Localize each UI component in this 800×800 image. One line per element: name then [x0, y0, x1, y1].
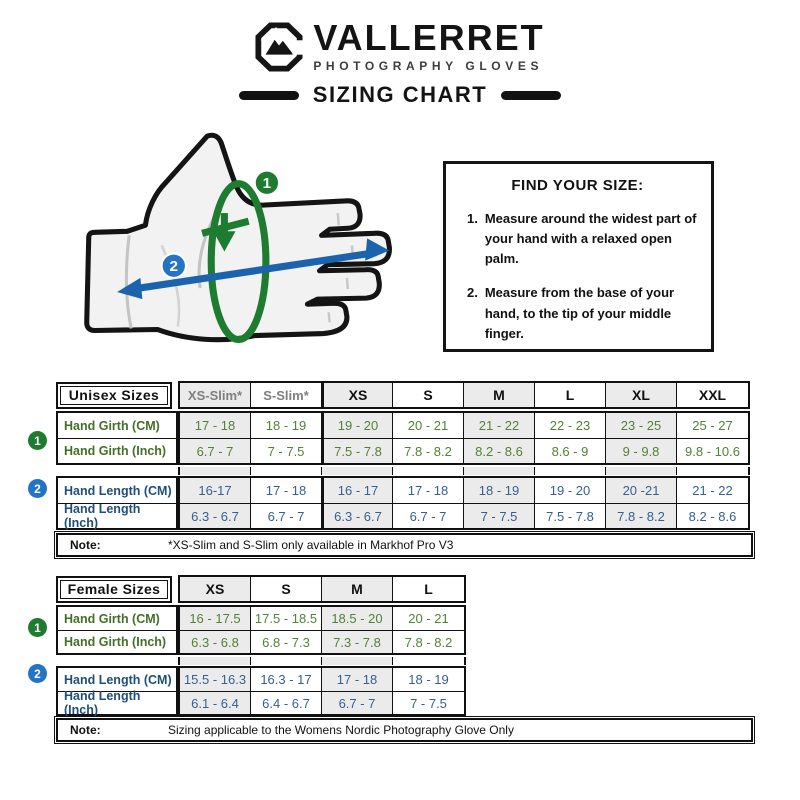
- size-column-header: M: [464, 383, 535, 407]
- step-text: Measure from the base of your hand, to the tip of your middle finger.: [484, 285, 675, 341]
- size-value-cell: 7 - 7.5: [393, 691, 464, 714]
- size-value-cell: 15.5 - 16.3: [180, 668, 251, 691]
- size-value-cell: 7.8 - 8.2: [606, 503, 677, 528]
- size-value-cell: 6.7 - 7: [393, 503, 464, 528]
- title-dash-right: [501, 91, 561, 100]
- row-label: Hand Girth (Inch): [58, 438, 176, 463]
- find-your-size-title: FIND YOUR SIZE:: [511, 177, 644, 194]
- page-title-row: [0, 82, 800, 108]
- size-value-cell: 7.8 - 8.2: [393, 438, 464, 463]
- size-column-header: S: [393, 383, 464, 407]
- size-value-cell: 17 - 18: [251, 478, 322, 503]
- size-value-cell: 21 - 22: [464, 413, 535, 438]
- gap-cell: [535, 467, 606, 475]
- note-text: Sizing applicable to the Womens Nordic Photography Glove Only: [168, 723, 514, 737]
- svg-text:1: 1: [262, 174, 272, 192]
- gap-cell: [322, 657, 393, 665]
- size-value-cell: 9 - 9.8: [606, 438, 677, 463]
- note-text: *XS-Slim and S-Slim only available in Markhof Pro V3: [168, 538, 454, 552]
- female-note: [56, 718, 753, 742]
- size-value-cell: 6.3 - 6.7: [322, 503, 393, 528]
- size-value-cell: 8.6 - 9: [535, 438, 606, 463]
- page-title: SIZING CHART: [312, 82, 488, 107]
- size-value-cell: 6.3 - 6.7: [180, 503, 251, 528]
- size-value-cell: 16-17: [180, 478, 251, 503]
- female-length-marker: 2: [28, 664, 47, 683]
- size-column-header: XXL: [698, 387, 727, 403]
- instruction-step: [454, 209, 701, 269]
- step-number: 1.: [467, 211, 478, 226]
- row-label: Hand Girth (Inch): [58, 630, 176, 653]
- gap-cell: [677, 467, 748, 475]
- size-value-cell: 17 - 18: [180, 413, 251, 438]
- size-column-header: M: [322, 577, 393, 601]
- size-value-cell: 16 - 17: [322, 478, 393, 503]
- size-value-cell: 7.8 - 8.2: [393, 630, 464, 653]
- size-value-cell: 9.8 - 10.6: [677, 438, 748, 463]
- brand-logo: [0, 17, 800, 73]
- size-value-cell: 17.5 - 18.5: [251, 607, 322, 630]
- size-value-cell: 6.7 - 7: [322, 691, 393, 714]
- title-dash-left: [239, 91, 299, 100]
- size-column-header: S: [251, 577, 322, 601]
- table-title: Female Sizes: [60, 580, 168, 599]
- size-value-cell: 16.3 - 17: [251, 668, 322, 691]
- gap-cell: [464, 467, 535, 475]
- size-value-cell: 6.7 - 7: [251, 503, 322, 528]
- hand-outline: [87, 135, 390, 339]
- size-value-cell: 6.7 - 7: [180, 438, 251, 463]
- row-label: Hand Length (CM): [64, 672, 172, 687]
- size-column-header: S-Slim*: [251, 383, 322, 407]
- size-value-cell: 22 - 23: [535, 413, 606, 438]
- size-column-header: L: [535, 383, 606, 407]
- hand-measurement-diagram: [64, 124, 404, 372]
- size-value-cell: 6.8 - 7.3: [251, 630, 322, 653]
- row-label: Hand Length (CM): [64, 483, 172, 498]
- row-label: Hand Girth (CM): [64, 418, 160, 433]
- row-label: Hand Length (Inch): [58, 691, 176, 714]
- brand-wordmark: [313, 17, 545, 73]
- size-value-cell: 18 - 19: [408, 672, 449, 687]
- size-value-cell: 20 -21: [606, 478, 677, 503]
- page-header: [0, 17, 800, 108]
- female-sizes-table: [56, 575, 466, 716]
- size-value-cell: 7.5 - 7.8: [322, 438, 393, 463]
- note-label: Note:: [70, 723, 101, 737]
- row-label: Hand Girth (CM): [64, 611, 160, 626]
- size-value-cell: 6.1 - 6.4: [180, 691, 251, 714]
- unisex-sizes-table: [56, 381, 750, 530]
- size-value-cell: 7 - 7.5: [464, 503, 535, 528]
- brand-name: VALLERRET: [313, 17, 545, 58]
- size-value-cell: 20 - 21: [393, 413, 464, 438]
- size-column-header: L: [424, 581, 433, 597]
- step-number: 2.: [467, 285, 478, 301]
- size-value-cell: 6.4 - 6.7: [251, 691, 322, 714]
- size-value-cell: 18.5 - 20: [322, 607, 393, 630]
- size-value-cell: 6.3 - 6.8: [180, 630, 251, 653]
- instruction-step: [454, 283, 701, 343]
- size-column-header: XS: [322, 383, 393, 407]
- size-value-cell: 8.2 - 8.6: [464, 438, 535, 463]
- size-value-cell: 16 - 17.5: [180, 607, 251, 630]
- size-value-cell: 18 - 19: [464, 478, 535, 503]
- size-value-cell: 7.5 - 7.8: [535, 503, 606, 528]
- size-value-cell: 17 - 18: [393, 478, 464, 503]
- diagram-marker-length: [162, 254, 186, 278]
- female-girth-marker: 1: [28, 618, 47, 637]
- vallerret-logo-icon: [255, 21, 303, 73]
- size-value-cell: 25 - 27: [692, 418, 733, 433]
- size-value-cell: 19 - 20: [535, 478, 606, 503]
- size-value-cell: 8.2 - 8.6: [677, 503, 748, 528]
- size-value-cell: 23 - 25: [606, 413, 677, 438]
- note-label: Note:: [70, 538, 101, 552]
- size-value-cell: 17 - 18: [322, 668, 393, 691]
- table-title: Unisex Sizes: [60, 386, 168, 405]
- svg-text:2: 2: [169, 257, 178, 275]
- size-value-cell: 19 - 20: [322, 413, 393, 438]
- gap-cell: [251, 467, 322, 475]
- brand-tagline: PHOTOGRAPHY GLOVES: [313, 59, 544, 73]
- mountain-glyph: [266, 39, 294, 54]
- gap-cell: [251, 657, 322, 665]
- gap-cell: [393, 467, 464, 475]
- unisex-girth-marker: 1: [28, 431, 47, 450]
- step-text: Measure around the widest part of your hand with a relaxed open palm.: [484, 211, 697, 267]
- size-value-cell: 7 - 7.5: [251, 438, 322, 463]
- row-label: Hand Length (Inch): [58, 503, 176, 528]
- size-column-header: XS: [180, 577, 251, 601]
- gap-cell: [393, 657, 464, 665]
- find-your-size-box: [443, 161, 714, 352]
- gap-cell: [322, 467, 393, 475]
- size-value-cell: 7.3 - 7.8: [322, 630, 393, 653]
- gap-cell: [180, 467, 251, 475]
- gap-cell: [180, 657, 251, 665]
- size-column-header: XS-Slim*: [180, 383, 251, 407]
- diagram-marker-girth: [255, 171, 279, 195]
- size-value-cell: 18 - 19: [251, 413, 322, 438]
- size-value-cell: 20 - 21: [408, 611, 449, 626]
- size-column-header: XL: [606, 383, 677, 407]
- gap-cell: [606, 467, 677, 475]
- unisex-length-marker: 2: [28, 479, 47, 498]
- unisex-note: [56, 533, 753, 557]
- size-value-cell: 21 - 22: [692, 483, 733, 498]
